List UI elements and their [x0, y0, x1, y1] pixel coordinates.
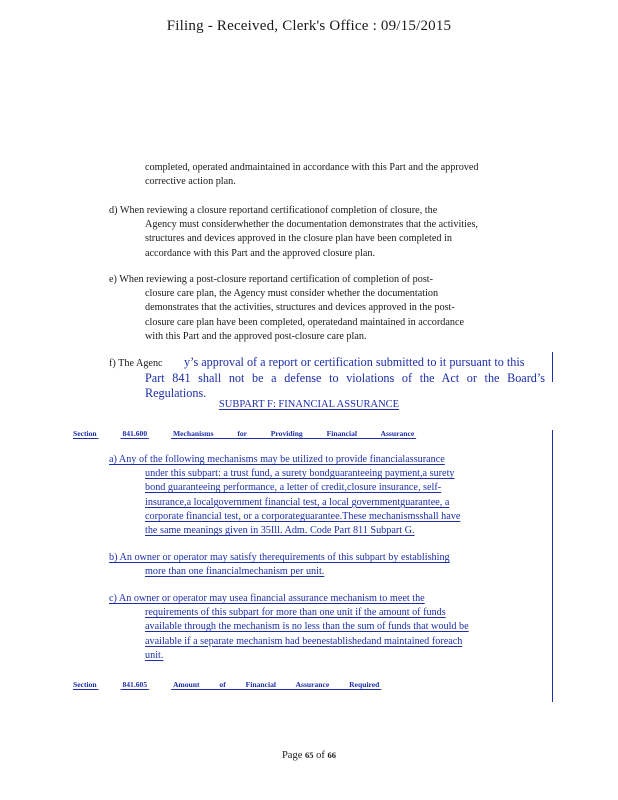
paragraph-f: [109, 355, 545, 401]
of-label: of: [316, 750, 325, 761]
paragraph-f-prefix: f) The Agenc: [109, 358, 163, 369]
intro-paragraph: [145, 161, 533, 189]
paragraph-c-line-3: available through the mechanism is no less than the sum of funds that would be: [145, 621, 469, 633]
paragraph-a: [109, 453, 528, 538]
paragraph-a-line-1: a) Any of the following mechanisms may be utilized to provide financialassurance: [109, 454, 445, 465]
paragraph-b-line-1: b) An owner or operator may satisfy therequirements of this subpart by establishing: [109, 552, 450, 563]
paragraph-f-line-1-rest: y’s approval of a report or certification submitted to it pursuant to this: [184, 355, 525, 369]
paragraph-e-line-4: closure care plan have been completed, operatedand maintained in accordance: [145, 316, 465, 328]
paragraph-a-line-6: the same meanings given in 35Ill. Adm. Code Part 811 Subpart G.: [145, 525, 415, 537]
paragraph-b-line-2: more than one financialmechanism per unit.: [145, 566, 325, 578]
revision-bar-section-600: [552, 430, 553, 702]
paragraph-a-line-3: bond guaranteeing performance, a letter of credit,closure insurance, self-: [145, 482, 442, 494]
paragraph-d-line-3: structures and devices approved in the closure plan have been completed in: [145, 233, 452, 245]
section-title: Mechanisms for Providing Financial Assurance: [172, 429, 415, 438]
section-label: Section: [73, 680, 97, 689]
paragraph-c-line-1: c) An owner or operator may usea financial assurance mechanism to meet the: [109, 593, 425, 604]
paragraph-c: [109, 592, 527, 663]
paragraph-d-line-2: Agency must considerwhether the documentation demonstrates that the activities,: [145, 219, 478, 231]
section-841-600-heading: [73, 429, 436, 438]
revision-bar-f: [552, 352, 553, 382]
total-pages: 66: [327, 750, 337, 760]
paragraph-c-line-5: unit.: [145, 649, 164, 661]
paragraph-a-line-4: insurance,a localgovernment financial test, a local governmentguarantee, a: [145, 496, 450, 508]
paragraph-d: [109, 204, 533, 261]
paragraph-e-line-2: closure care plan, the Agency must consider whether the documentation: [145, 288, 439, 300]
paragraph-e-line-5: with this Part and the approved post-closure care plan.: [145, 330, 367, 342]
section-841-605-heading: [73, 680, 401, 689]
filing-stamp-header: Filing - Received, Clerk's Office : 09/15/2015: [166, 18, 452, 34]
section-title: Amount of Financial Assurance Required: [172, 680, 380, 689]
section-number: 841.600: [122, 429, 148, 438]
section-label: Section: [73, 429, 97, 438]
paragraph-f-line-2: Part 841 shall not be a defense to violations of the Act or the Board’s Regulations.: [145, 371, 545, 400]
page-label: Page: [281, 750, 303, 761]
paragraph-a-line-2: under this subpart: a trust fund, a surety bondguaranteeing payment,a surety: [145, 468, 455, 480]
paragraph-c-line-4: available if a separate mechanism had beenestablishedand maintained foreach: [145, 635, 463, 647]
paragraph-b: [109, 551, 541, 579]
page-footer: [0, 750, 618, 761]
section-number: 841.605: [122, 680, 148, 689]
paragraph-f-line-1: [109, 355, 545, 371]
paragraph-c-line-2: requirements of this subpart for more than one unit if the amount of funds: [145, 607, 446, 619]
page-number: 65: [305, 750, 314, 760]
intro-line-2: corrective action plan.: [145, 176, 236, 188]
paragraph-d-line-4: accordance with this Part and the approved closure plan.: [145, 247, 375, 259]
paragraph-a-line-5: corporate financial test, or a corporateguarantee.These mechanismsshall have: [145, 510, 461, 522]
intro-line-1: completed, operated andmaintained in accordance with this Part and the approved: [145, 162, 479, 173]
subpart-f-title: SUBPART F: FINANCIAL ASSURANCE: [218, 399, 400, 410]
paragraph-e-line-3: demonstrates that the activities, structures and devices approved in the post-: [145, 302, 455, 314]
paragraph-e: [109, 273, 513, 344]
paragraph-e-line-1: e) When reviewing a post-closure reportand certification of completion of post-: [109, 274, 434, 285]
paragraph-d-line-1: d) When reviewing a closure reportand certificationof completion of closure, the: [109, 205, 438, 216]
